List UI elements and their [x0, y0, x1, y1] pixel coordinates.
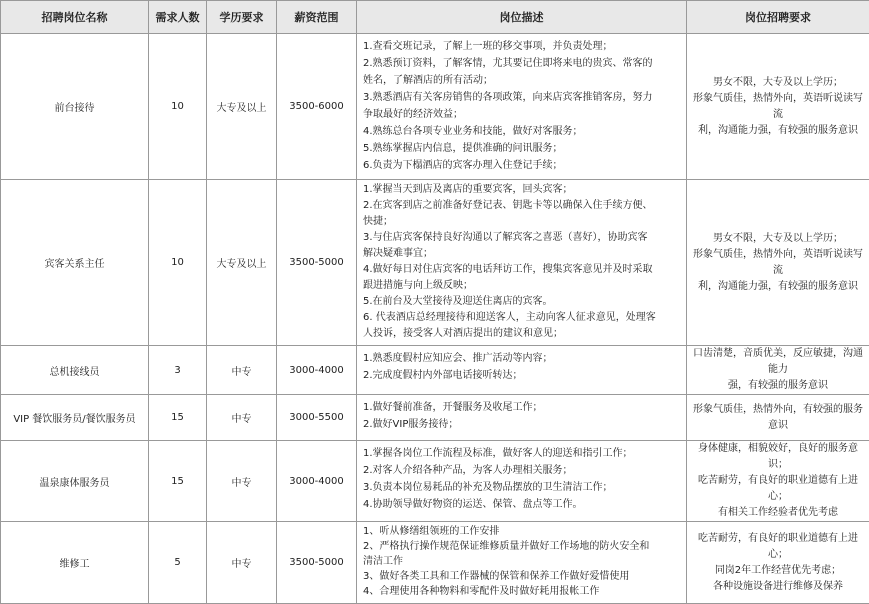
description-line: 2.做好VIP服务接待；: [363, 416, 680, 433]
requirement-line: 同岗2年工作经营优先考虑；: [690, 563, 866, 579]
description-line: 1.掌握当天到店及离店的重要宾客，回头宾客；: [363, 182, 680, 198]
requirement-line: 利，沟通能力强，有较强的服务意识: [690, 279, 866, 295]
job-description: [357, 34, 687, 180]
description-line: 3.熟悉酒店有关客房销售的各项政策，向来店宾客推销客房，努力: [363, 89, 680, 106]
description-line: 争取最好的经济效益；: [363, 106, 680, 123]
job-description: [357, 346, 687, 395]
job-title: 温泉康体服务员: [1, 441, 149, 522]
description-line: 4.协助领导做好物资的运送、保管、盘点等工作。: [363, 496, 680, 513]
headcount: 10: [149, 34, 207, 180]
requirement-line: 吃苦耐劳，有良好的职业道德有上进心；: [690, 531, 866, 563]
job-requirements: [687, 441, 869, 522]
education-requirement: 中专: [207, 346, 277, 395]
description-line: 5.熟练掌握店内信息，提供准确的问讯服务；: [363, 140, 680, 157]
description-line: 姓名，了解酒店的所有活动；: [363, 72, 680, 89]
job-title: 维修工: [1, 522, 149, 604]
requirement-line: 男女不限，大专及以上学历；: [690, 231, 866, 247]
description-line: 5.在前台及大堂接待及迎送住离店的宾客。: [363, 294, 680, 310]
description-line: 3、做好各类工具和工作器械的保管和保养工作做好爱惜使用: [363, 569, 680, 584]
requirement-line: 口齿清楚，音质优美，反应敏捷，沟通能力: [690, 346, 866, 378]
salary-range: 3500-5000: [277, 522, 357, 604]
job-title: 总机接线员: [1, 346, 149, 395]
description-line: 4、合理使用各种物料和零配件及时做好耗用报帐工作: [363, 584, 680, 599]
description-line: 6.负责为下榻酒店的宾客办理入住登记手续；: [363, 157, 680, 174]
job-title: 前台接待: [1, 34, 149, 180]
description-line: 6. 代表酒店总经理接待和迎送客人，主动向客人征求意见，处理客: [363, 310, 680, 326]
salary-range: 3500-5000: [277, 180, 357, 346]
headcount: 10: [149, 180, 207, 346]
description-line: 2.对客人介绍各种产品，为客人办理相关服务；: [363, 462, 680, 479]
requirement-line: 吃苦耐劳，有良好的职业道德有上进心；: [690, 473, 866, 505]
requirement-line: 男女不限，大专及以上学历；: [690, 75, 866, 91]
job-description: [357, 522, 687, 604]
table-row: [1, 346, 869, 395]
description-line: 解决疑难事宜；: [363, 246, 680, 262]
description-line: 1.熟悉度假村应知应会、推广活动等内容；: [363, 350, 680, 367]
education-requirement: 大专及以上: [207, 180, 277, 346]
education-requirement: 中专: [207, 395, 277, 441]
col-header-description: 岗位描述: [357, 1, 687, 34]
table-row: [1, 522, 869, 604]
description-line: 1.做好餐前准备，开餐服务及收尾工作；: [363, 399, 680, 416]
description-line: 4.做好每日对住店宾客的电话拜访工作，搜集宾客意见并及时采取: [363, 262, 680, 278]
job-description: [357, 441, 687, 522]
requirement-line: 强，有较强的服务意识: [690, 378, 866, 394]
description-line: 1.掌握各岗位工作流程及标准，做好客人的迎送和指引工作；: [363, 445, 680, 462]
job-requirements: [687, 180, 869, 346]
description-line: 人投诉，接受客人对酒店提出的建议和意见；: [363, 326, 680, 342]
education-requirement: 中专: [207, 522, 277, 604]
headcount: 15: [149, 395, 207, 441]
headcount: 5: [149, 522, 207, 604]
table-row: [1, 395, 869, 441]
education-requirement: 中专: [207, 441, 277, 522]
table-row: [1, 34, 869, 180]
requirement-line: 形象气质佳，热情外向，英语听说读写流: [690, 247, 866, 279]
description-line: 3.与住店宾客保持良好沟通以了解宾客之喜恶（喜好），协助宾客: [363, 230, 680, 246]
headcount: 15: [149, 441, 207, 522]
requirement-line: 各种设施设备进行维修及保养: [690, 579, 866, 595]
job-description: [357, 180, 687, 346]
requirement-line: 利，沟通能力强，有较强的服务意识: [690, 123, 866, 139]
col-header-salary: 薪资范围: [277, 1, 357, 34]
salary-range: 3000-4000: [277, 346, 357, 395]
description-line: 2.完成度假村内外部电话接听转达；: [363, 367, 680, 384]
header-row: [1, 1, 869, 34]
col-header-title: 招聘岗位名称: [1, 1, 149, 34]
description-line: 2.在宾客到店之前准备好登记表、钥匙卡等以确保入住手续方便、: [363, 198, 680, 214]
description-line: 1、听从修缮组领班的工作安排: [363, 524, 680, 539]
salary-range: 3000-4000: [277, 441, 357, 522]
table-row: [1, 180, 869, 346]
description-line: 1.查看交班记录，了解上一班的移交事项，并负责处理；: [363, 38, 680, 55]
education-requirement: 大专及以上: [207, 34, 277, 180]
requirement-line: 身体健康，相貌姣好，良好的服务意识；: [690, 441, 866, 473]
requirement-line: 形象气质佳，热情外向，英语听说读写流: [690, 91, 866, 123]
job-requirements: [687, 34, 869, 180]
description-line: 跟进措施与向上级反映；: [363, 278, 680, 294]
table-row: [1, 441, 869, 522]
description-line: 3.负责本岗位易耗品的补充及物品摆放的卫生清洁工作；: [363, 479, 680, 496]
col-header-count: 需求人数: [149, 1, 207, 34]
job-title: 宾客关系主任: [1, 180, 149, 346]
description-line: 2.熟悉预订资料，了解客情，尤其要记住即将来电的贵宾、常客的: [363, 55, 680, 72]
job-requirements: [687, 395, 869, 441]
col-header-education: 学历要求: [207, 1, 277, 34]
job-title: VIP 餐饮服务员/餐饮服务员: [1, 395, 149, 441]
job-table-body: [1, 34, 869, 604]
description-line: 4.熟练总台各项专业业务和技能，做好对客服务；: [363, 123, 680, 140]
salary-range: 3500-6000: [277, 34, 357, 180]
job-description: [357, 395, 687, 441]
col-header-requirements: 岗位招聘要求: [687, 1, 869, 34]
description-line: 清洁工作: [363, 554, 680, 569]
job-requirements: [687, 522, 869, 604]
requirement-line: 形象气质佳，热情外向，有较强的服务意识: [690, 402, 866, 434]
salary-range: 3000-5500: [277, 395, 357, 441]
description-line: 2、严格执行操作规范保证维修质量并做好工作场地的防火安全和: [363, 539, 680, 554]
requirement-line: 有相关工作经验者优先考虑: [690, 505, 866, 521]
headcount: 3: [149, 346, 207, 395]
job-requirements: [687, 346, 869, 395]
description-line: 快捷；: [363, 214, 680, 230]
